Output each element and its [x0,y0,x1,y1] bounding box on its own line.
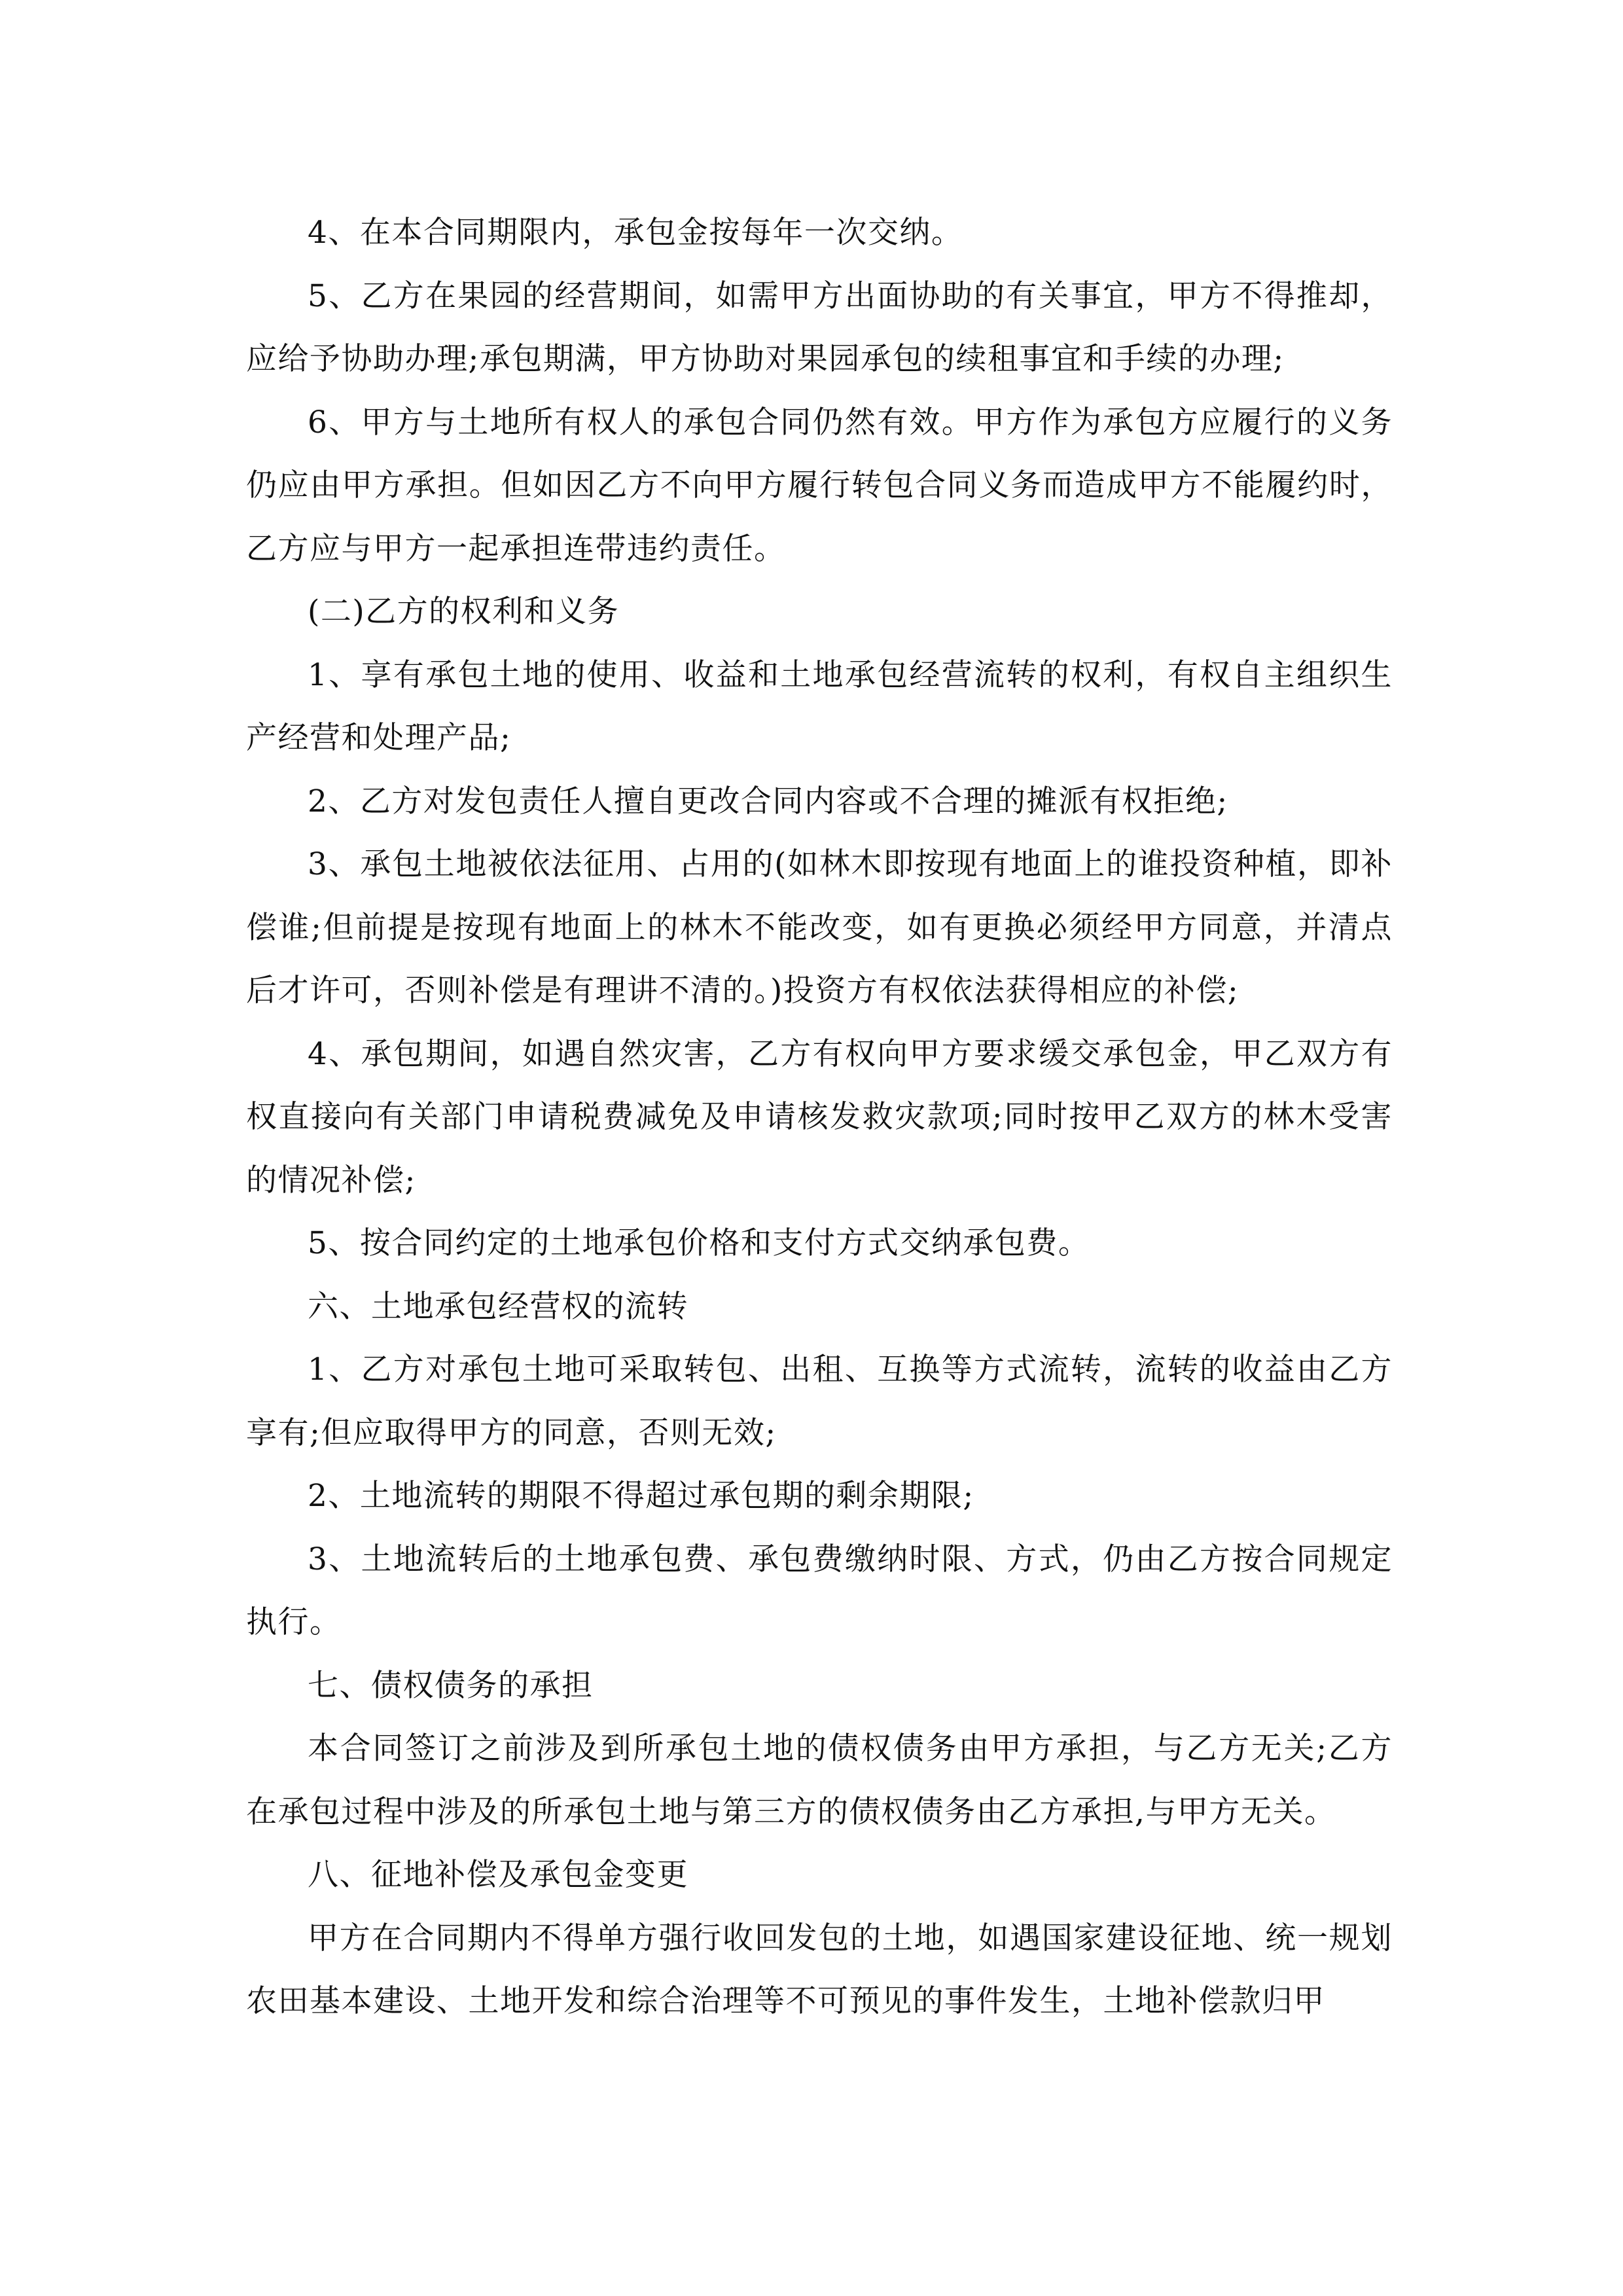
paragraph-transfer-3: 3、土地流转后的土地承包费、承包费缴纳时限、方式，仍由乙方按合同规定执行。 [246,1541,1393,1640]
paragraph-assistance: 5、乙方在果园的经营期间，如需甲方出面协助的有关事宜，甲方不得推却，应给予协助办理;承包期满，甲方协助对果园承包的续租事宜和手续的办理; [246,278,1393,377]
section-heading-compensation: 八、征地补偿及承包金变更 [308,1857,688,1893]
section-heading-transfer: 六、土地承包经营权的流转 [308,1288,688,1325]
paragraph-transfer-1: 1、乙方对承包土地可采取转包、出租、互换等方式流转，流转的收益由乙方享有;但应取得甲方的同意，否则无效; [246,1352,1393,1451]
paragraph-right-3: 3、承包土地被依法征用、占用的(如林木即按现有地面上的谁投资种植，即补偿谁;但前提是按现有地面上的林木不能改变，如有更换必须经甲方同意，并清点后才许可，否则补偿是有理讲不清的。)投资方有权依法获得相应的补偿; [246,846,1393,1009]
paragraph-right-1: 1、享有承包土地的使用、收益和土地承包经营流转的权利，有权自主组织生产经营和处理产品; [246,656,1393,756]
paragraph-debts: 本合同签订之前涉及到所承包土地的债权债务由甲方承担，与乙方无关;乙方在承包过程中涉及的所承包土地与第三方的债权债务由乙方承担,与甲方无关。 [246,1731,1393,1830]
paragraph-right-5: 5、按合同约定的土地承包价格和支付方式交纳承包费。 [308,1225,1090,1261]
paragraph-original-contract: 6、甲方与土地所有权人的承包合同仍然有效。甲方作为承包方应履行的义务仍应由甲方承担。但如因乙方不向甲方履行转包合同义务而造成甲方不能履约时，乙方应与甲方一起承担连带违约责任。 [246,404,1393,567]
section-heading-party-b-rights: (二)乙方的权利和义务 [308,594,620,630]
document-body [246,202,1393,2034]
paragraph-transfer-2: 2、土地流转的期限不得超过承包期的剩余期限; [308,1478,974,1514]
paragraph-right-4: 4、承包期间，如遇自然灾害，乙方有权向甲方要求缓交承包金，甲乙双方有权直接向有关部门申请税费减免及申请核发救灾款项;同时按甲乙双方的林木受害的情况补偿; [246,1035,1393,1198]
paragraph-right-2: 2、乙方对发包责任人擅自更改合同内容或不合理的摊派有权拒绝; [308,783,1228,819]
paragraph-payment-schedule: 4、在本合同期限内，承包金按每年一次交纳。 [308,215,963,251]
paragraph-compensation: 甲方在合同期内不得单方强行收回发包的土地，如遇国家建设征地、统一规划农田基本建设、土地开发和综合治理等不可预见的事件发生，土地补偿款归甲 [246,1920,1393,2019]
section-heading-debts: 七、债权债务的承担 [308,1667,594,1704]
